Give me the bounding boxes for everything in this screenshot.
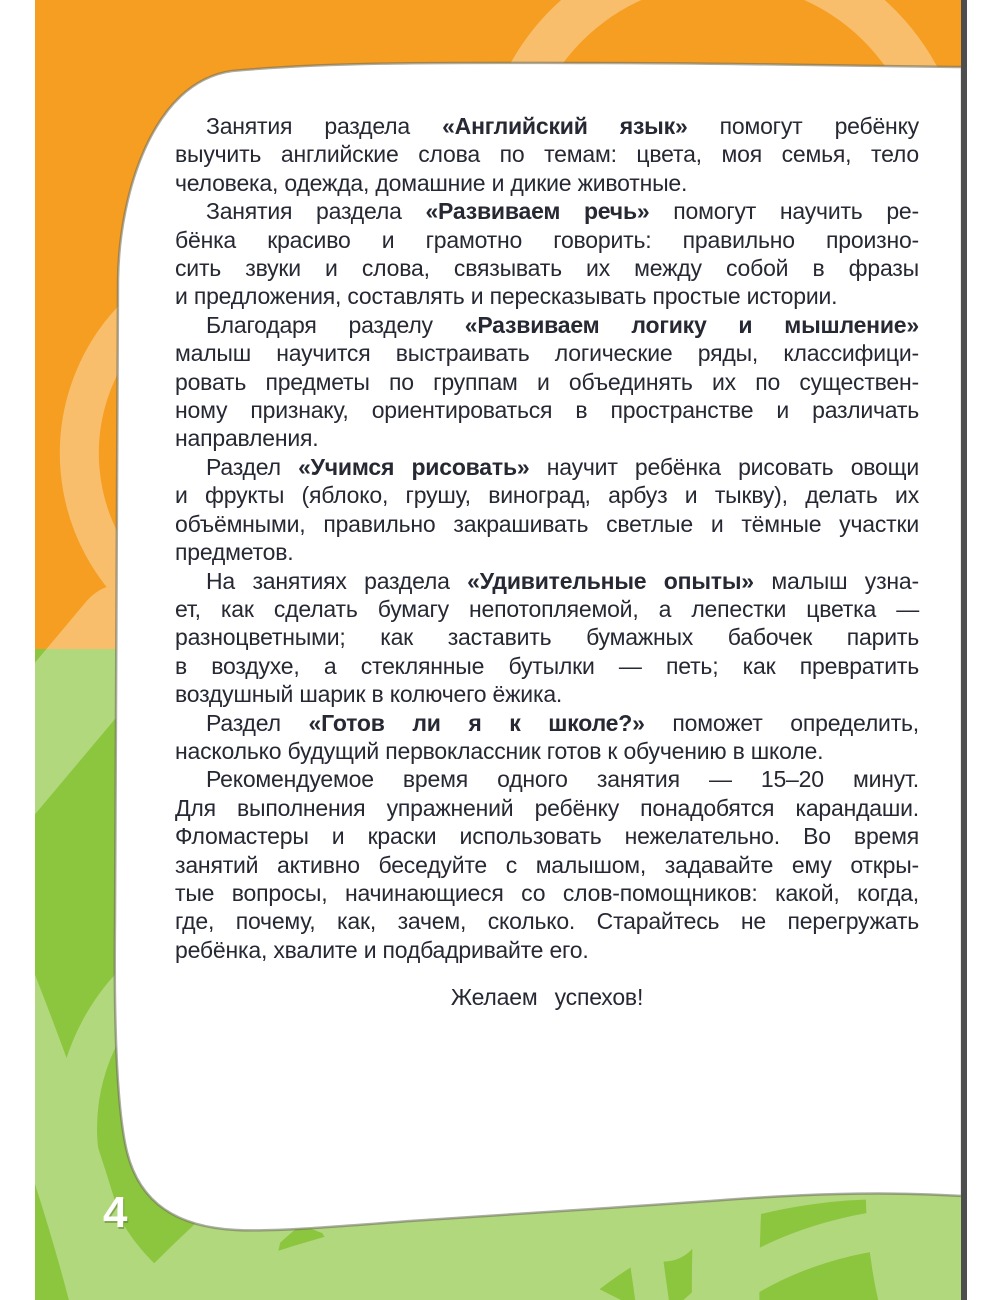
text-line: ному признаку, ориентироваться в пространстве и различать [175,397,919,424]
text-line: Раздел «Учимся рисовать» научит ребёнка рисовать овощи [206,453,920,480]
text-line: Раздел «Готов ли я к школе?» поможет определить, [206,709,919,736]
text-line: занятий активно беседуйте с малышом, задавайте ему откры- [175,851,919,878]
book-spine-line [961,0,967,1300]
text-line: ребёнка, хвалите и подбадривайте его. [175,936,589,963]
text-line: сить звуки и слова, связывать их между собой в фразы [175,255,919,282]
text-line: предметов. [175,539,294,566]
text-line: На занятиях раздела «Удивительные опыты» малыш узна- [206,567,919,594]
text-line: направления. [175,425,319,452]
text-body [175,112,919,1012]
text-line: Фломастеры и краски использовать нежелательно. Во время [175,823,919,850]
text-line: в воздухе, а стеклянные бутылки — петь; как превратить [175,652,919,679]
text-line: Занятия раздела «Английский язык» помогут ребёнку [206,113,919,139]
text-line: малыш научится выстраивать логические ряды, классифици- [175,340,919,367]
text-line: ровать предметы по группам и объединять их по существен- [175,368,919,395]
text-line: и фрукты (яблоко, грушу, виноград, арбуз и тыкву), делать их [175,482,919,509]
page-number: 4 [103,1188,128,1237]
text-line: выучить английские слова по темам: цвета, моя семья, тело [175,141,919,168]
text-line: ет, как сделать бумагу непотопляемой, а лепестки цветка — [175,595,919,622]
text-line: Для выполнения упражнений ребёнку понадобятся карандаши. [175,794,919,821]
text-line: Занятия раздела «Развиваем речь» помогут научить ре- [206,198,919,225]
closing-line: Желаем успехов! [450,984,644,1011]
text-line: насколько будущий первоклассник готов к обучению в школе. [175,737,824,764]
text-line: Рекомендуемое время одного занятия — 15–20 минут. [206,766,919,793]
text-line: где, почему, как, зачем, сколько. Старайтесь не перегружать [175,908,919,935]
text-line: и предложения, составлять и пересказывать простые истории. [175,283,838,310]
text-line: Благодаря разделу «Развиваем логику и мышление» [206,311,919,338]
text-line: объёмными, правильно закрашивать светлые и тёмные участки [175,510,919,537]
text-line: тые вопросы, начинающиеся со слов-помощников: какой, когда, [175,879,919,906]
text-line: бёнка красиво и грамотно говорить: правильно произно- [175,226,919,253]
text-line: воздушный шарик в колючего ёжика. [175,681,563,708]
text-line: человека, одежда, домашние и дикие животные. [175,169,688,196]
text-line: разноцветными; как заставить бумажных бабочек парить [175,624,919,651]
